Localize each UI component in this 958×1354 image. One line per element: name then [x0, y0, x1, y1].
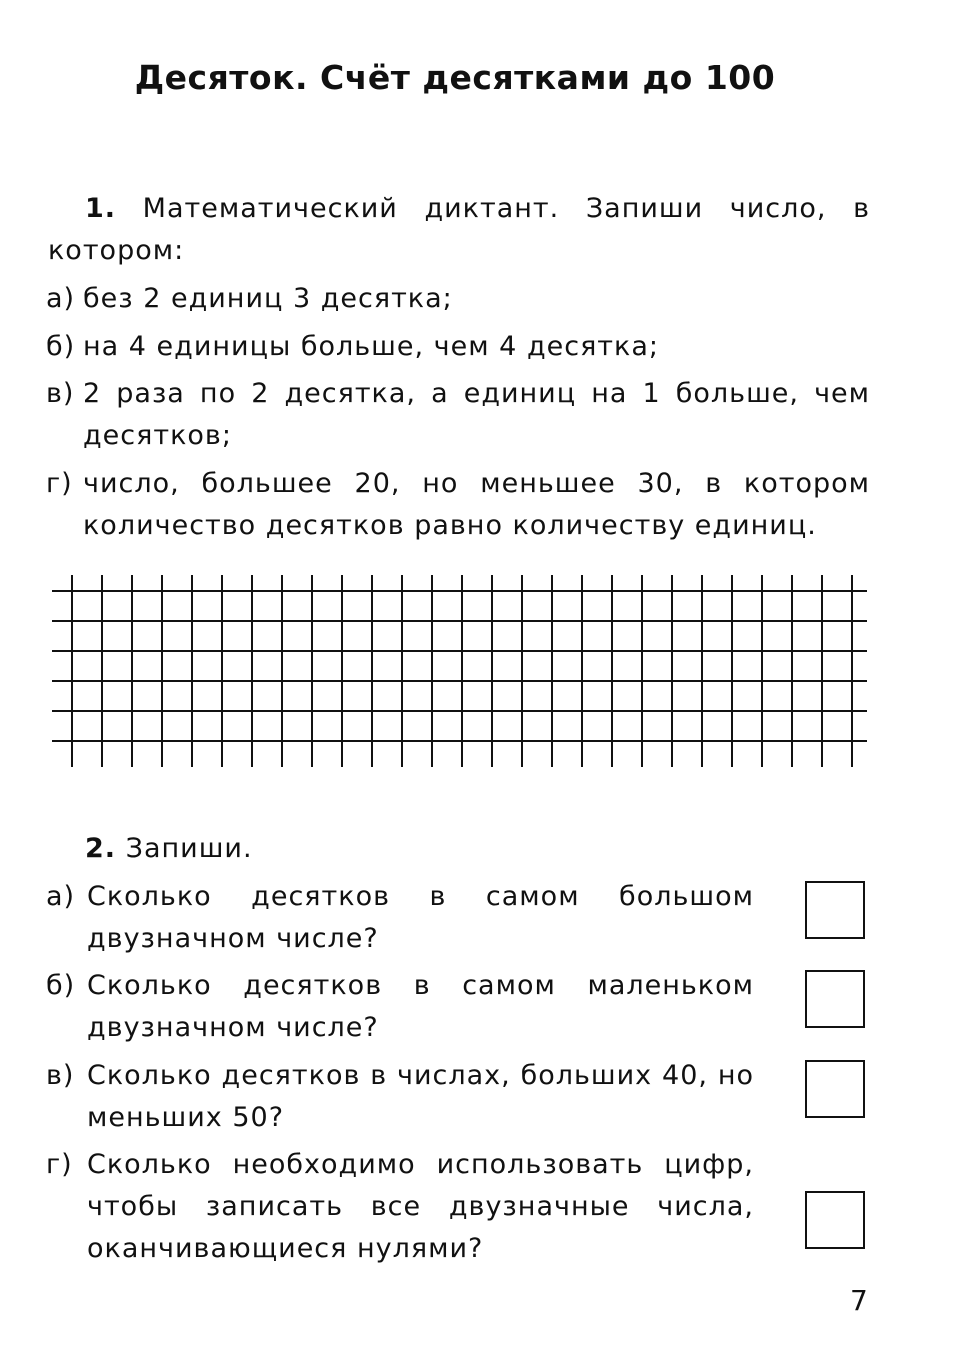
item-text: Сколько десятков в самом маленьком двузначном числе? — [87, 970, 754, 1043]
item-text: на 4 единицы больше, чем 4 десятка; — [83, 331, 659, 362]
item-text: 2 раза по 2 десятка, а единиц на 1 больше, чем десятков; — [83, 378, 870, 451]
item-text: число, большее 20, но меньшее 30, в котором количество десятков равно количеству единиц. — [83, 468, 870, 541]
item-label: в) — [46, 378, 75, 409]
item-label: б) — [46, 970, 76, 1001]
task-2-item-a — [46, 876, 754, 960]
item-label: г) — [46, 1149, 73, 1180]
item-text: без 2 единиц 3 десятка; — [83, 283, 453, 314]
task-2-number: 2. — [85, 833, 117, 864]
answer-box-d[interactable] — [805, 1191, 865, 1249]
answer-grid[interactable] — [52, 575, 867, 767]
task-1-item-d — [46, 463, 870, 547]
task-2-header — [85, 828, 870, 870]
item-label: г) — [46, 468, 73, 499]
page-number: 7 — [850, 1284, 868, 1317]
answer-box-b[interactable] — [805, 970, 865, 1028]
task-1-item-b — [46, 326, 870, 368]
task-2-intro: Запиши. — [125, 833, 253, 864]
item-text: Сколько необходимо использовать цифр, чтобы записать все двузначные числа, оканчивающиеся нулями? — [87, 1149, 754, 1264]
task-1-intro: Математический диктант. Запиши число, в котором: — [48, 193, 870, 266]
item-text: Сколько десятков в числах, больших 40, но меньших 50? — [87, 1060, 754, 1133]
task-2-item-b — [46, 965, 754, 1049]
item-label: б) — [46, 331, 76, 362]
task-2-item-d — [46, 1144, 754, 1270]
page-title: Десяток. Счёт десятками до 100 — [134, 58, 776, 97]
item-label: а) — [46, 881, 76, 912]
item-label: а) — [46, 283, 76, 314]
answer-box-c[interactable] — [805, 1060, 865, 1118]
task-1-item-c — [46, 373, 870, 457]
task-2-item-c — [46, 1055, 754, 1139]
item-text: Сколько десятков в самом большом двузначном числе? — [87, 881, 754, 954]
task-1-header — [48, 188, 870, 272]
answer-box-a[interactable] — [805, 881, 865, 939]
item-label: в) — [46, 1060, 75, 1091]
task-1-item-a — [46, 278, 870, 320]
task-1-number: 1. — [85, 193, 117, 224]
